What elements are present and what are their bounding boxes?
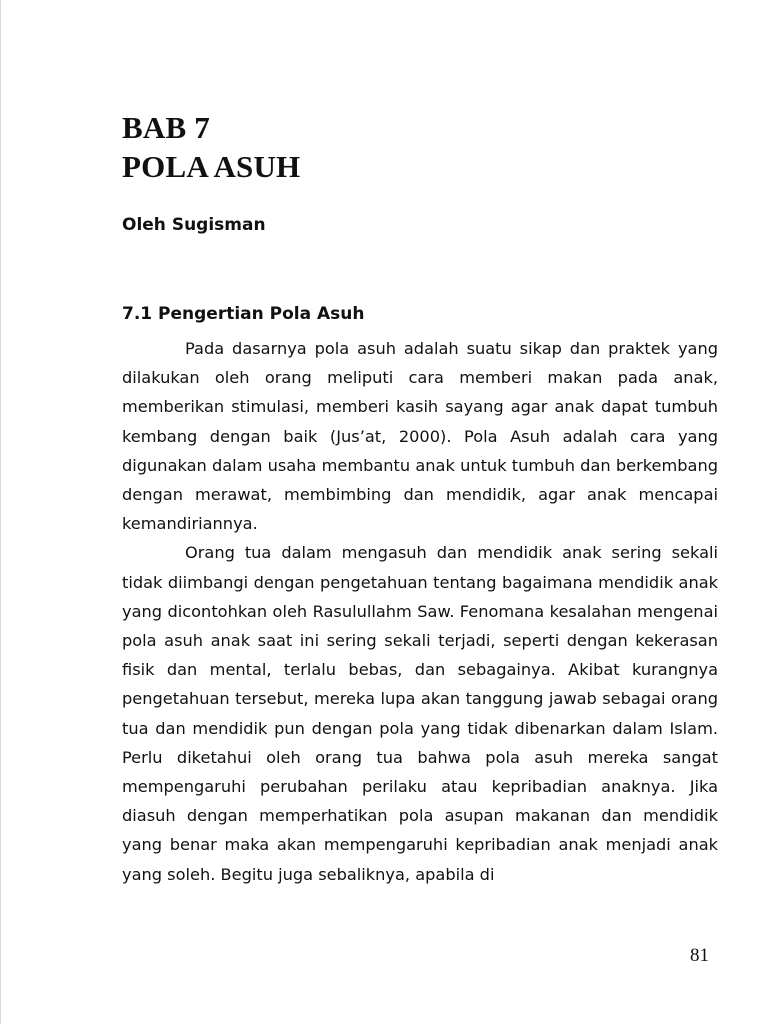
chapter-title: POLA ASUH [122,149,301,184]
body-paragraph-2: Orang tua dalam mengasuh dan mendidik anak sering sekali tidak diimbangi dengan pengetahuan tentang bagaimana mendidik anak yang dicontohkan oleh Rasulullahm Saw. Fenomana kesalahan mengenai pola asuh anak saat ini sering sekali terjadi, seperti dengan kekerasan fisik dan mental, terlalu bebas, dan sebagainya. Akibat kurangnya pengetahuan tersebut, mereka lupa akan tanggung jawab sebagai orang tua dan mendidik pun dengan pola yang tidak dibenarkan dalam Islam. Perlu diketahui oleh orang tua bahwa pola asuh mereka sangat mempengaruhi perubahan perilaku atau kepribadian anaknya. Jika diasuh dengan memperhatikan pola asupan makanan dan mendidik yang benar maka akan mempengaruhi kepribadian anak menjadi anak yang soleh. Begitu juga sebaliknya, apabila di [122,543,718,884]
chapter-author: Oleh Sugisman [122,215,266,235]
book-page [122,108,718,889]
page-number: 81 [690,945,709,966]
chapter-number: BAB 7 [122,110,210,145]
section-heading: 7.1 Pengertian Pola Asuh [122,304,365,324]
body-paragraph-1: Pada dasarnya pola asuh adalah suatu sikap dan praktek yang dilakukan oleh orang meliputi cara memberi makan pada anak, memberikan stimulasi, memberi kasih sayang agar anak dapat tumbuh kembang dengan baik (Jus’at, 2000). Pola Asuh adalah cara yang digunakan dalam usaha membantu anak untuk tumbuh dan berkembang dengan merawat, membimbing dan mendidik, agar anak mencapai kemandiriannya. [122,339,718,534]
page-left-edge [0,0,1,1024]
